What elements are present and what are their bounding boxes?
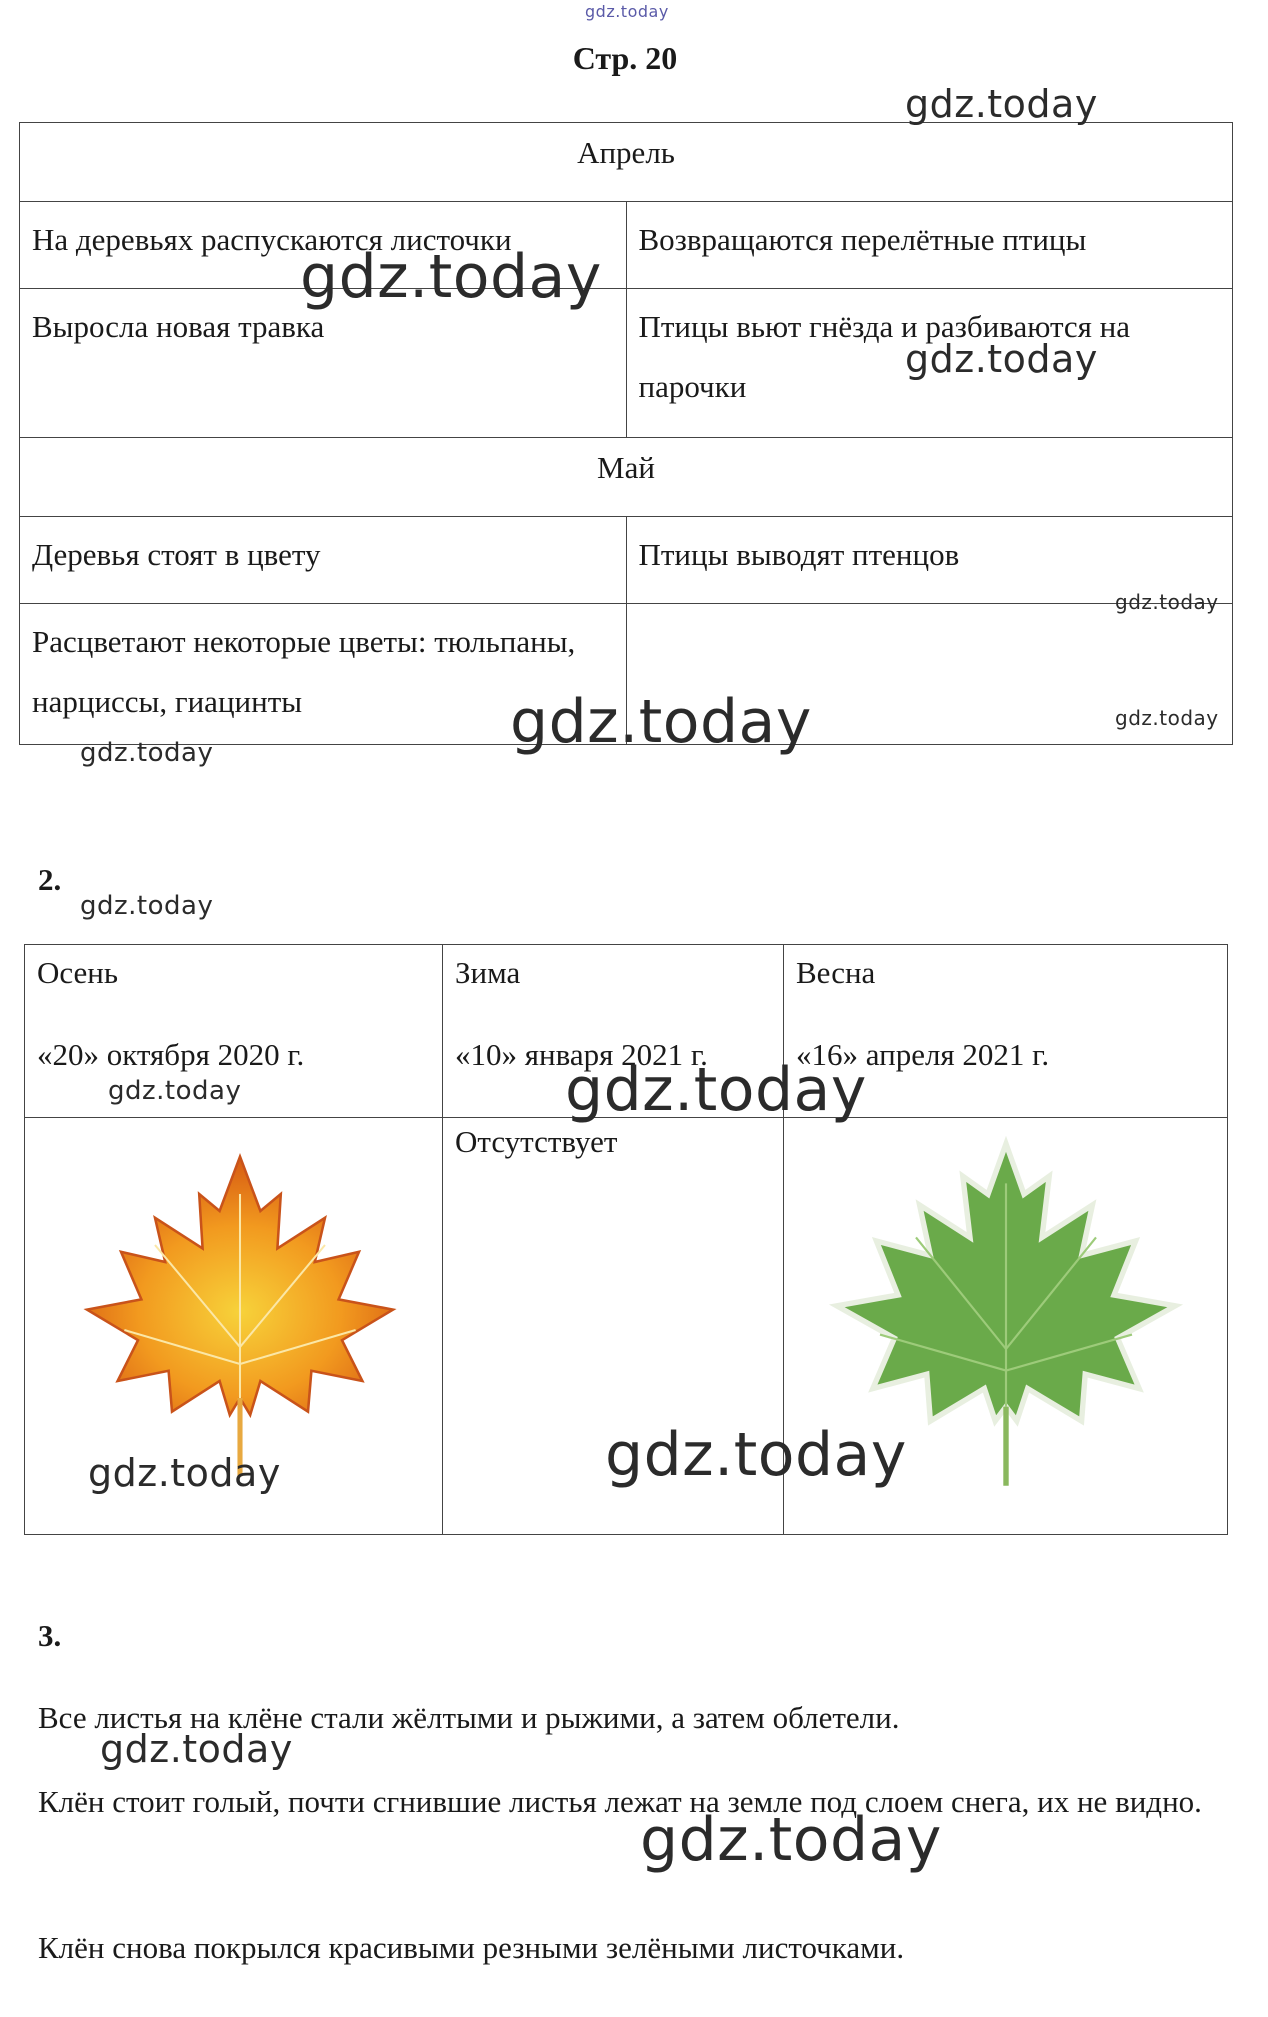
month-header-may: Май <box>20 438 1233 517</box>
table-cell: На деревьях распускаются листочки <box>20 202 627 289</box>
watermark: gdz.today <box>88 1451 281 1495</box>
section-number: 2. <box>38 862 62 897</box>
page-title: Стр. 20 <box>572 40 678 76</box>
month-header-april: Апрель <box>20 123 1233 202</box>
watermark: gdz.today <box>80 738 214 768</box>
watermark: gdz.today <box>80 891 214 921</box>
observation-date: «16» апреля 2021 г. <box>796 1037 1050 1072</box>
table-cell: Расцветают некоторые цветы: тюльпаны, нарциссы, гиацинты <box>20 604 627 745</box>
watermark: gdz.today <box>565 1055 867 1125</box>
table-row <box>20 202 1233 289</box>
season-name: Зима <box>455 955 521 990</box>
season-name: Осень <box>37 955 119 990</box>
table-row <box>20 517 1233 604</box>
watermark: gdz.today <box>100 1727 293 1771</box>
watermark: gdz.today <box>640 1805 942 1875</box>
watermark: gdz.today <box>605 1420 907 1490</box>
autumn-maple-leaf-icon <box>70 1143 410 1483</box>
paragraph-spring: Клён снова покрылся красивыми резными зелёными листочками. <box>38 1930 905 1965</box>
watermark: gdz.today <box>510 687 812 757</box>
table-row <box>20 123 1233 202</box>
watermark: gdz.today <box>905 82 1098 126</box>
seasons-observation-table <box>19 122 1233 745</box>
watermark: gdz.today <box>108 1076 242 1106</box>
season-name: Весна <box>796 955 876 990</box>
table-cell: Деревья стоят в цвету <box>20 517 627 604</box>
table-cell: Птицы выводят птенцов <box>626 517 1233 604</box>
section-number: 3. <box>38 1618 62 1653</box>
observation-date: «10» января 2021 г. <box>455 1037 708 1072</box>
watermark: gdz.today <box>1115 706 1219 730</box>
table-row <box>20 438 1233 517</box>
table-cell: Птицы вьют гнёзда и разбиваются на парочки <box>626 289 1233 438</box>
watermark: gdz.today <box>585 2 669 21</box>
watermark: gdz.today <box>300 242 602 312</box>
watermark: gdz.today <box>1115 590 1219 614</box>
winter-absent-note: Отсутствует <box>455 1124 618 1159</box>
paragraph-autumn: Все листья на клёне стали жёлтыми и рыжими, а затем облетели. <box>38 1700 900 1735</box>
table-cell: Возвращаются перелётные птицы <box>626 202 1233 289</box>
observation-date: «20» октября 2020 г. <box>37 1037 305 1072</box>
table-cell: Выросла новая травка <box>20 289 627 438</box>
paragraph-winter: Клён стоит голый, почти сгнившие листья лежат на земле под слоем снега, их не видно. <box>38 1784 1202 1819</box>
watermark: gdz.today <box>905 337 1098 381</box>
